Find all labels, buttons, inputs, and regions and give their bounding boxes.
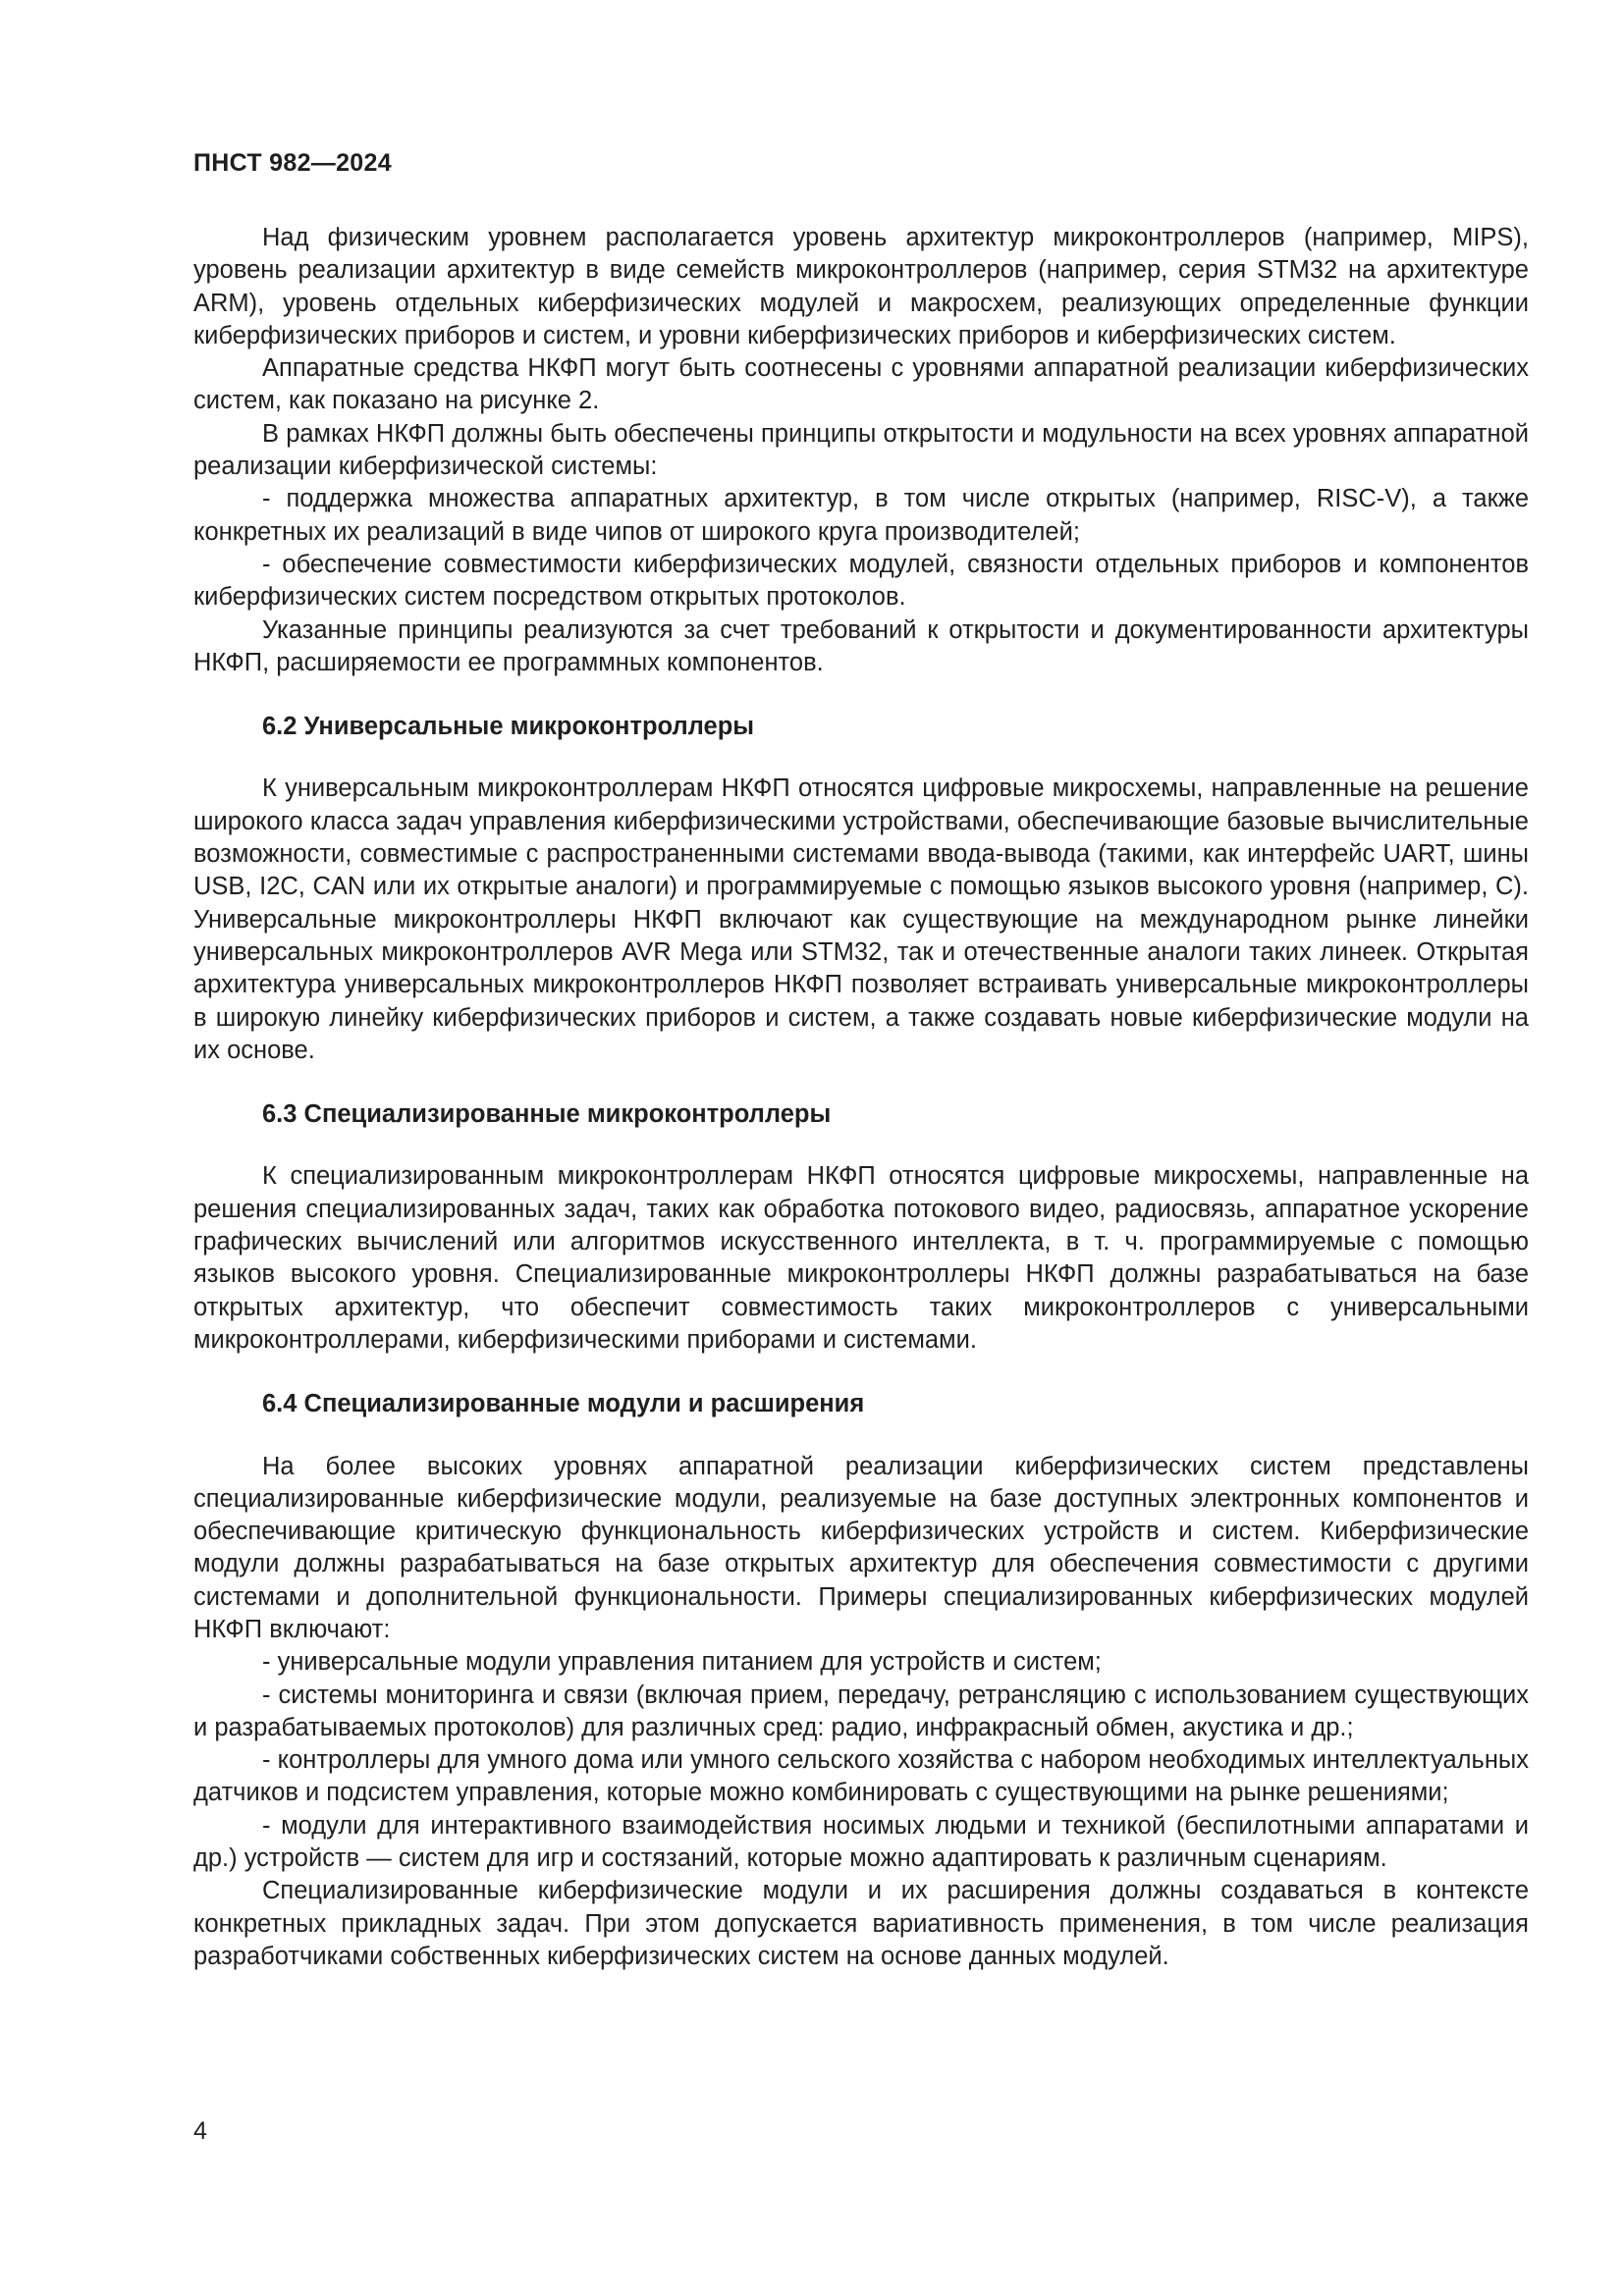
list-item-smart-home-controllers: - контроллеры для умного дома или умного сельского хозяйства с набором необходимых интеллектуальных датчиков и подсистем управления, которые можно комбинировать с существующими на рынке решениями; (193, 1746, 1529, 1807)
section-6-3-text: К специализированным микроконтроллерам НКФП относятся цифровые микросхемы, направленные на решения специализированных задач, таких как обработка потокового видео, радиосвязь, аппаратное ускорение графических вычислений или алгоритмов искусственного интеллекта, в т. ч. программируемые с помощью языков высокого уровня. Специализированные микроконтроллеры НКФП должны разрабатываться на базе открытых архитектур, что обеспечит совместимость таких микроконтроллеров с универсальными микроконтроллерами, киберфизическими приборами и системами. (193, 1162, 1529, 1354)
paragraph-principles-summary: Указанные принципы реализуются за счет требований к открытости и документированности архитектуры НКФП, расширяемости ее программных компонентов. (193, 615, 1529, 676)
paragraph-architecture-levels: Над физическим уровнем располагается уровень архитектур микроконтроллеров (например, MIPS), уровень реализации архитектур в виде семейств микроконтроллеров (например, серия STM32 на архитектуре ARM), уровень отдельных киберфизических модулей и макросхем, реализующих определенные функции киберфизических приборов и систем, и уровни киберфизических приборов и киберфизических систем. (193, 224, 1529, 349)
section-6-4-outro: Специализированные киберфизические модули и их расширения должны создаваться в контексте конкретных прикладных задач. При этом допускается вариативность применения, в том числе реализация разработчиками собственных киберфизических систем на основе данных модулей. (193, 1877, 1529, 1970)
document-body (193, 222, 1529, 1973)
document-code-header: ПНСТ 982—2024 (193, 149, 392, 177)
paragraph-hardware-levels: Аппаратные средства НКФП могут быть соотнесены с уровнями аппаратной реализации киберфизических систем, как показано на рисунке 2. (193, 354, 1529, 415)
paragraph-principles-intro: В рамках НКФП должны быть обеспечены принципы открытости и модульности на всех уровнях аппаратной реализации киберфизической системы: (193, 419, 1529, 481)
list-item-power-modules: - универсальные модули управления питанием для устройств и систем; (262, 1648, 1102, 1677)
section-heading-6-4: 6.4 Специализированные модули и расширения (262, 1390, 865, 1418)
list-item-monitoring-systems: - системы мониторинга и связи (включая прием, передачу, ретрансляцию с использованием существующих и разрабатываемых протоколов) для различных сред: радио, инфракрасный обмен, акустика и др.; (193, 1681, 1529, 1741)
list-item-compatibility: - обеспечение совместимости киберфизических модулей, связности отдельных приборов и компонентов киберфизических систем посредством открытых протоколов. (193, 550, 1529, 612)
section-heading-6-2: 6.2 Универсальные микроконтроллеры (262, 713, 755, 741)
list-item-interactive-modules: - модули для интерактивного взаимодействия носимых людьми и техникой (беспилотными аппаратами и др.) устройств — систем для игр и состязаний, которые можно адаптировать к различным сценариям. (193, 1811, 1529, 1873)
section-6-2-text: К универсальным микроконтроллерам НКФП относятся цифровые микросхемы, направленные на решение широкого класса задач управления киберфизическими устройствами, обеспечивающие базовые вычислительные возможности, совместимые с распространенными системами ввода-вывода (такими, как интерфейс UART, шины USB, I2C, CAN или их открытые аналоги) и программируемые с помощью языков высокого уровня (например, С). Универсальные микроконтроллеры НКФП включают как существующие на международном рынке линейки универсальных микроконтроллеров AVR Mega или STM32, так и отечественные аналоги таких линеек. Открытая архитектура универсальных микроконтроллеров НКФП позволяет встраивать универсальные микроконтроллеры в широкую линейку киберфизических приборов и систем, а также создавать новые киберфизические модули на их основе. (193, 774, 1529, 1064)
section-heading-6-3: 6.3 Специализированные микроконтроллеры (262, 1100, 832, 1129)
page-number: 4 (193, 2117, 207, 2145)
list-item-architectures: - поддержка множества аппаратных архитектур, в том числе открытых (например, RISC-V), а также конкретных их реализаций в виде чипов от широкого круга производителей; (193, 485, 1529, 546)
section-6-4-intro: На более высоких уровнях аппаратной реализации киберфизических систем представлены специализированные киберфизические модули, реализуемые на базе доступных электронных компонентов и обеспечивающие критическую функциональность киберфизических устройств и систем. Киберфизические модули должны разрабатываться на базе открытых архитектур для обеспечения совместимости с другими системами и дополнительной функциональности. Примеры специализированных киберфизических модулей НКФП включают: (193, 1452, 1529, 1643)
